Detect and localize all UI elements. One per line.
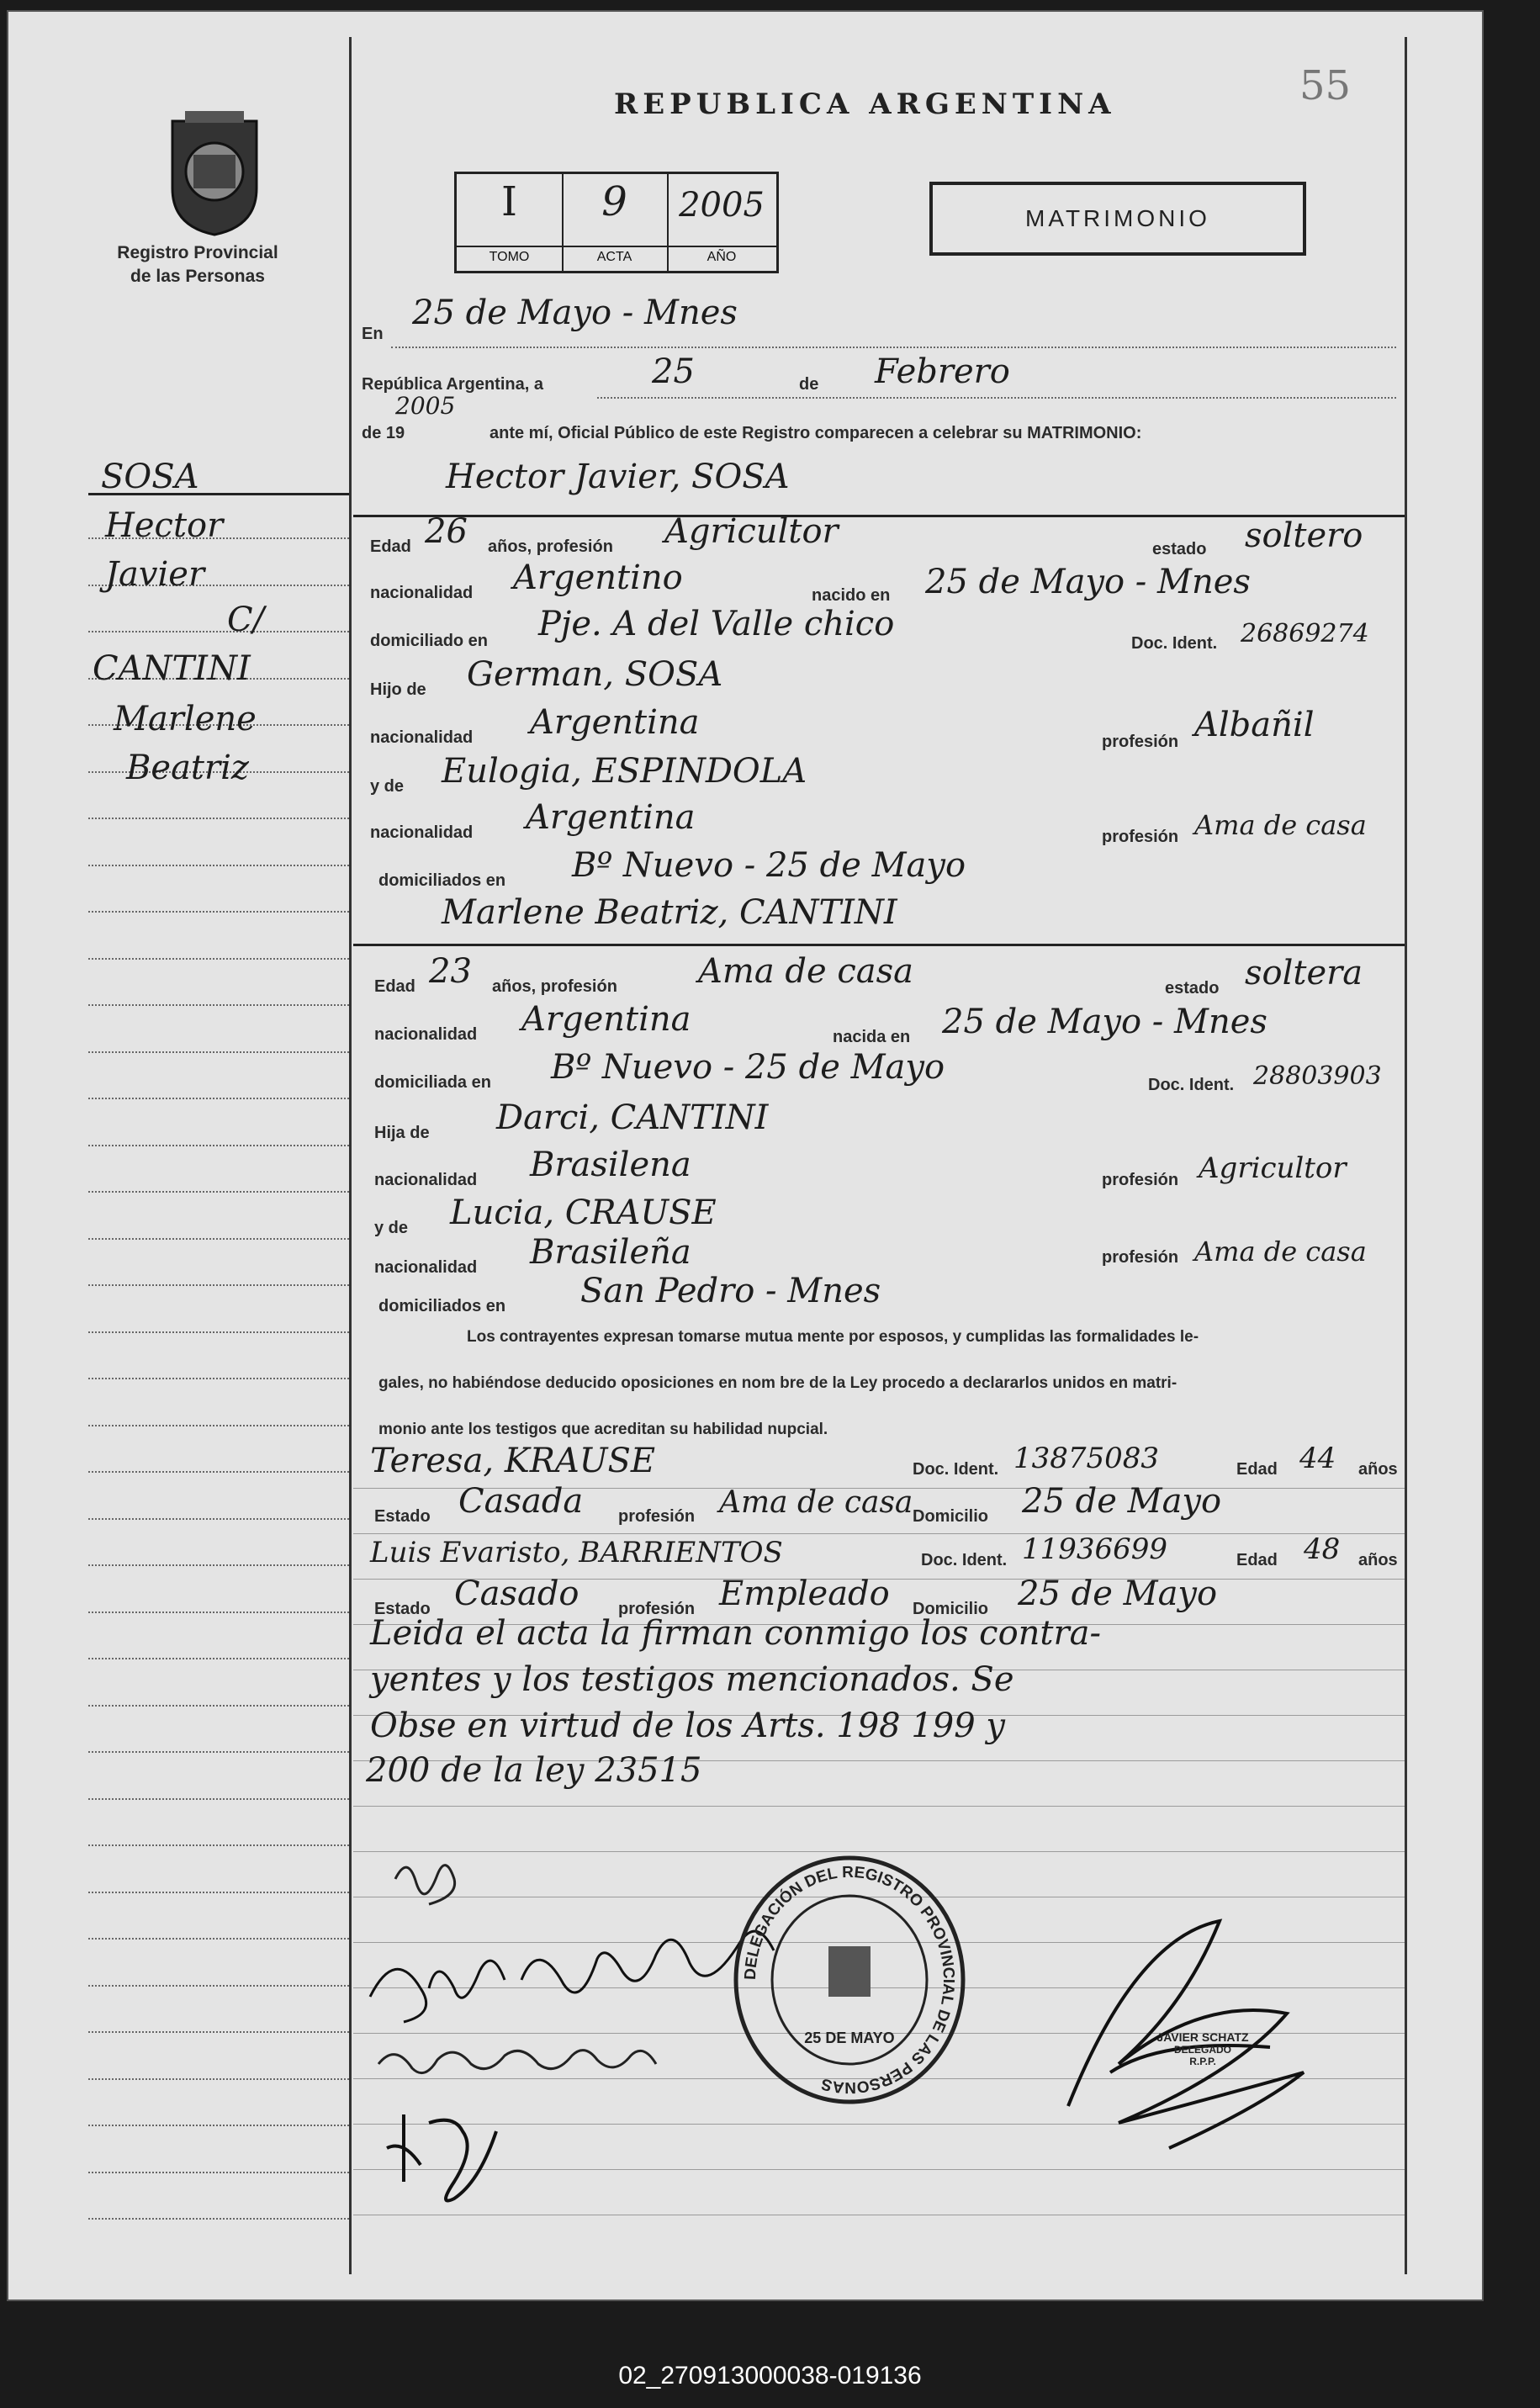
ruled-line [88, 1098, 349, 1099]
groom-yde-label: y de [370, 777, 405, 796]
witness2-doc: 11936699 [1022, 1532, 1168, 1566]
margin-note: Hector [105, 506, 224, 545]
witness2-estado: Casado [454, 1574, 579, 1613]
ruled-line [88, 1705, 349, 1707]
ruled-line [88, 1612, 349, 1613]
bride-name: Marlene Beatriz, CANTINI [442, 893, 897, 932]
bride-estado-label: estado [1165, 979, 1220, 998]
bride-padre-nac-label: nacionalidad [374, 1171, 478, 1189]
groom-doms-label: domiciliados en [378, 871, 506, 890]
witness2-doc-label: Doc. Ident. [921, 1551, 1008, 1569]
bride-domicilio: Bº Nuevo - 25 de Mayo [551, 1048, 945, 1087]
stamp-inner-text: 25 DE MAYO [804, 2030, 895, 2046]
witness2-anos-label: años [1358, 1551, 1398, 1569]
ruled-line [88, 2031, 349, 2033]
witness2-edad: 48 [1304, 1532, 1341, 1566]
bride-nac-label: nacionalidad [374, 1025, 478, 1044]
ruled-line [88, 1051, 349, 1053]
witness1-anos-label: años [1358, 1460, 1398, 1479]
witness-barrientos-signature [387, 2114, 496, 2201]
witness1-edad-label: Edad [1236, 1460, 1278, 1479]
witness1-profesion-label: profesión [618, 1507, 696, 1526]
witness1-doc: 13875083 [1013, 1442, 1160, 1475]
witness-krause-signature [378, 2051, 656, 2073]
margin-note: SOSA [101, 458, 199, 496]
groom-nac-label: nacionalidad [370, 584, 474, 602]
witness2-edad-label: Edad [1236, 1551, 1278, 1569]
document-page [8, 12, 1482, 2300]
declaration-line: gales, no habiéndose deducido oposiciones en nom bre de la Ley procedo a declararlos unidos en matri- [378, 1374, 1177, 1392]
bride-padres-domicilio: San Pedro - Mnes [580, 1272, 881, 1310]
closing-line: Leida el acta la firman conmigo los contra- [370, 1614, 1101, 1653]
country-title: REPUBLICA ARGENTINA [614, 87, 1116, 121]
act-type-box: MATRIMONIO [929, 182, 1306, 256]
act-reference-box [454, 172, 779, 273]
witness1-domicilio: 25 de Mayo [1022, 1482, 1222, 1521]
ruled-line [88, 1471, 349, 1473]
bride-padre: Darci, CANTINI [496, 1098, 769, 1137]
page-number: 55 [1299, 62, 1352, 109]
ruled-line [88, 1378, 349, 1379]
bride-padre-nacionalidad: Brasilena [530, 1146, 691, 1184]
bride-madre-nac-label: nacionalidad [374, 1258, 478, 1277]
bride-doms-label: domiciliados en [378, 1297, 506, 1315]
margin-note: Javier [105, 555, 205, 594]
groom-hijo-label: Hijo de [370, 680, 426, 699]
bride-padre-profesion: Agricultor [1199, 1151, 1347, 1185]
groom-estado-label: estado [1152, 540, 1207, 558]
bride-madre-prof-label: profesión [1102, 1248, 1179, 1267]
ruled-line [88, 2218, 349, 2220]
groom-doc: 26869274 [1241, 619, 1369, 648]
ruled-line [88, 1145, 349, 1146]
bride-doc: 28803903 [1253, 1061, 1382, 1091]
year-label: de 19 [362, 424, 405, 442]
margin-note: CANTINI [93, 649, 251, 688]
groom-padres-domicilio: Bº Nuevo - 25 de Mayo [572, 846, 966, 885]
bride-hija-label: Hija de [374, 1124, 430, 1142]
ruled-line [353, 1806, 1405, 1807]
ruled-line [88, 1518, 349, 1520]
margin-note: Beatriz [126, 749, 249, 787]
anio-value: 2005 [679, 186, 765, 225]
ruled-line [88, 1658, 349, 1659]
official-title: DELEGADO [1173, 2044, 1231, 2056]
ruled-line [88, 911, 349, 913]
official-name: JAVIER SCHATZ [1156, 2030, 1249, 2044]
acta-label: ACTA [562, 246, 667, 265]
ruled-line [88, 1751, 349, 1753]
groom-madre: Eulogia, ESPINDOLA [442, 752, 807, 791]
groom-name: Hector Javier, SOSA [446, 458, 790, 496]
official-initials-signature [395, 1866, 455, 1904]
bride-edad-label: Edad [374, 977, 415, 996]
bride-nacionalidad: Argentina [521, 1000, 691, 1039]
witness2-estado-label: Estado [374, 1600, 431, 1618]
witness1-domicilio-label: Domicilio [913, 1507, 989, 1526]
anio-label: AÑO [667, 246, 776, 265]
closing-line: Obse en virtud de los Arts. 198 199 y [370, 1707, 1005, 1745]
groom-nacido-label: nacido en [812, 586, 891, 605]
stamp-ring-text: DELEGACIÓN DEL REGISTRO PROVINCIAL DE LAS PERSONAS [741, 1863, 958, 2097]
official-stamp [1140, 2030, 1266, 2067]
witness1-doc-label: Doc. Ident. [913, 1460, 999, 1479]
ruled-line [88, 1004, 349, 1006]
groom-madre-profesion: Ama de casa [1194, 809, 1367, 841]
declaration-line: Los contrayentes expresan tomarse mutua mente por esposos, y cumplidas las formalidades le- [467, 1328, 1199, 1346]
ruled-line [88, 1938, 349, 1940]
groom-madre-prof-label: profesión [1102, 828, 1179, 846]
groom-padre-prof-label: profesión [1102, 733, 1179, 751]
witness2-domicilio-label: Domicilio [913, 1600, 989, 1618]
margin-note: Marlene [114, 700, 257, 738]
registry-name-line2: de las Personas [130, 267, 265, 286]
image-caption: 02_270913000038-019136 [618, 2362, 922, 2389]
witness2-profesion-label: profesión [618, 1600, 696, 1618]
groom-estado: soltero [1245, 516, 1363, 555]
ruled-line [88, 1844, 349, 1846]
bride-doc-label: Doc. Ident. [1148, 1076, 1235, 1094]
ruled-line [88, 1331, 349, 1333]
margin-note: C/ [227, 601, 265, 639]
groom-edad: 26 [425, 512, 468, 551]
official-agency: R.P.P. [1189, 2056, 1216, 2067]
ruled-line [88, 1238, 349, 1240]
ruled-line [88, 2125, 349, 2126]
de-label: de [799, 375, 819, 394]
ruled-line [88, 1425, 349, 1426]
right-border [1405, 37, 1407, 2274]
tomo-label: TOMO [457, 246, 562, 265]
bride-nacida-label: nacida en [833, 1028, 911, 1046]
groom-padre-nacionalidad: Argentina [530, 703, 700, 742]
en-label: En [362, 325, 384, 343]
ruled-line [88, 631, 349, 632]
groom-nacido: 25 de Mayo - Mnes [925, 563, 1251, 601]
bride-separator [353, 944, 1405, 946]
groom-domicilio: Pje. A del Valle chico [538, 605, 895, 643]
ruled-line [88, 2172, 349, 2173]
place-value: 25 de Mayo - Mnes [412, 294, 738, 332]
bride-estado: soltera [1245, 954, 1363, 992]
ruled-line [88, 1985, 349, 1987]
groom-dom-label: domiciliado en [370, 632, 489, 650]
ruled-line [88, 1798, 349, 1800]
groom-nacionalidad: Argentino [513, 558, 683, 597]
ruled-line [88, 1191, 349, 1193]
ruled-line [88, 865, 349, 866]
year-value: 2005 [395, 392, 456, 420]
witness1-estado-label: Estado [374, 1507, 431, 1526]
bride-dom-label: domiciliada en [374, 1073, 491, 1092]
bride-profesion: Ama de casa [698, 952, 913, 991]
groom-padre: German, SOSA [467, 655, 723, 694]
bride-madre: Lucia, CRAUSE [450, 1193, 717, 1232]
groom-padre-profesion: Albañil [1194, 706, 1315, 744]
ruled-line [88, 2078, 349, 2080]
bride-edad: 23 [429, 952, 472, 991]
ruled-line [88, 1564, 349, 1566]
groom-edad-label: Edad [370, 537, 411, 556]
groom-madre-nacionalidad: Argentina [526, 798, 696, 837]
ruled-line [88, 958, 349, 960]
groom-profesion-label: años, profesión [488, 537, 613, 556]
declaration-line: monio ante los testigos que acreditan su habilidad nupcial. [378, 1421, 828, 1438]
month-value: Febrero [875, 352, 1010, 391]
witness2-domicilio: 25 de Mayo [1018, 1574, 1218, 1613]
acta-value: 9 [601, 178, 627, 225]
witness1-edad: 44 [1299, 1442, 1336, 1475]
witness2-name: Luis Evaristo, BARRIENTOS [370, 1536, 783, 1569]
registry-name-line1: Registro Provincial [117, 243, 278, 262]
witness1-estado: Casada [458, 1482, 584, 1521]
groom-profesion: Agricultor [664, 512, 839, 551]
groom-madre-nac-label: nacionalidad [370, 823, 474, 842]
statement-text: ante mí, Oficial Público de este Registro comparecen a celebrar su MATRIMONIO: [490, 424, 1142, 442]
ruled-line [88, 818, 349, 819]
bride-yde-label: y de [374, 1219, 409, 1237]
witness1-name: Teresa, KRAUSE [370, 1442, 656, 1480]
registry-seal-icon [732, 1854, 967, 2106]
margin-divider [349, 37, 352, 2274]
ruled-line [88, 1892, 349, 1893]
ruled-line [88, 1284, 349, 1286]
closing-line: 200 de la ley 23515 [366, 1751, 702, 1790]
groom-doc-label: Doc. Ident. [1131, 634, 1218, 653]
registry-emblem-icon [160, 104, 269, 239]
bride-profesion-label: años, profesión [492, 977, 617, 996]
bride-madre-nacionalidad: Brasileña [530, 1233, 691, 1272]
day-value: 25 [652, 352, 695, 391]
rep-label: República Argentina, a [362, 375, 543, 394]
tomo-value: I [501, 178, 517, 225]
bride-signature [370, 1931, 774, 2022]
bride-nacida: 25 de Mayo - Mnes [942, 1003, 1267, 1041]
witness1-profesion: Ama de casa [719, 1485, 913, 1520]
ruled-line [353, 1533, 1405, 1534]
witness2-profesion: Empleado [719, 1574, 890, 1613]
closing-line: yentes y los testigos mencionados. Se [370, 1660, 1014, 1699]
groom-padre-nac-label: nacionalidad [370, 728, 474, 747]
bride-madre-profesion: Ama de casa [1194, 1236, 1367, 1268]
bride-padre-prof-label: profesión [1102, 1171, 1179, 1189]
